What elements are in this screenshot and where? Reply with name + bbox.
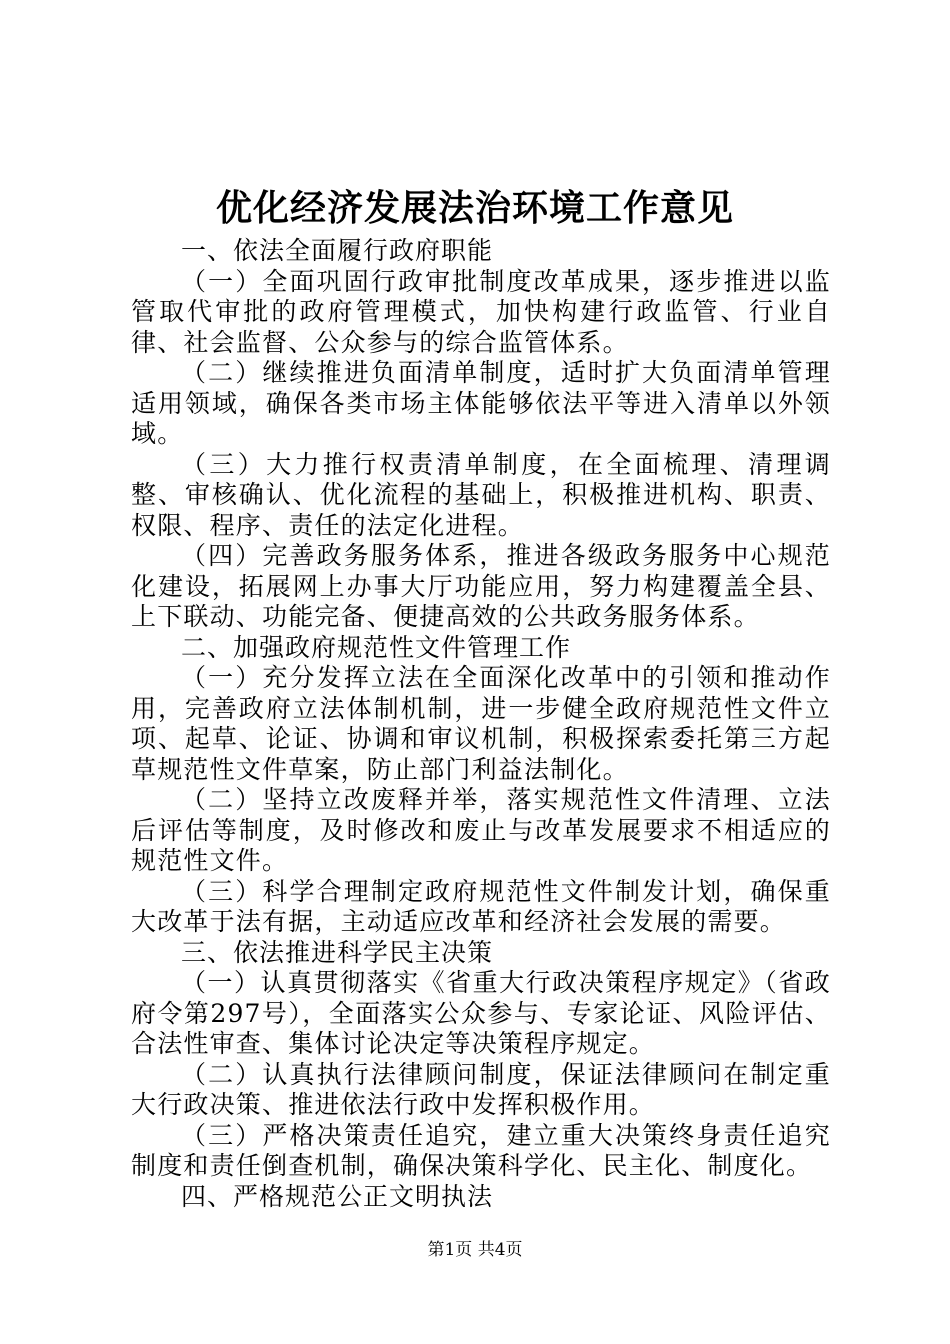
paragraph: （二）认真执行法律顾问制度，保证法律顾问在制定重大行政决策、推进依法行政中发挥积极作用。 [131,1059,831,1119]
paragraph: （二）继续推进负面清单制度，适时扩大负面清单管理适用领域，确保各类市场主体能够依法平等进入清单以外领域。 [131,358,831,448]
section-heading-4: 四、严格规范公正文明执法 [181,1181,494,1211]
paragraph: （三）科学合理制定政府规范性文件制发计划，确保重大改革于法有据，主动适应改革和经济社会发展的需要。 [131,876,831,936]
paragraph: （三）大力推行权责清单制度，在全面梳理、清理调整、审核确认、优化流程的基础上，积极推进机构、职责、权限、程序、责任的法定化进程。 [131,449,831,540]
section-heading-3: 三、依法推进科学民主决策 [181,937,494,967]
document-title: 优化经济发展法治环境工作意见 [215,187,734,229]
paragraph: （三）严格决策责任追究，建立重大决策终身责任追究制度和责任倒查机制，确保决策科学化、民主化、制度化。 [131,1120,831,1180]
section-heading-1: 一、依法全面履行政府职能 [181,236,494,265]
document-body [131,236,831,1212]
paragraph: （一）全面巩固行政审批制度改革成果，逐步推进以监管取代审批的政府管理模式，加快构建行政监管、行业自律、社会监督、公众参与的综合监管体系。 [131,266,831,357]
page-footer: 第1页 共4页 [427,1240,523,1260]
paragraph: （一）认真贯彻落实《省重大行政决策程序规定》（省政府令第297号），全面落实公众参与、专家论证、风险评估、合法性审查、集体讨论决定等决策程序规定。 [131,968,831,1058]
section-heading-2: 二、加强政府规范性文件管理工作 [181,632,572,662]
paragraph: （一）充分发挥立法在全面深化改革中的引领和推动作用，完善政府立法体制机制，进一步健全政府规范性文件立项、起草、论证、协调和审议机制，积极探索委托第三方起草规范性文件草案，防止部门利益法制化。 [131,663,831,784]
paragraph: （四）完善政务服务体系，推进各级政务服务中心规范化建设，拓展网上办事大厅功能应用，努力构建覆盖全县、上下联动、功能完备、便捷高效的公共政务服务体系。 [131,541,831,631]
paragraph: （二）坚持立改废释并举，落实规范性文件清理、立法后评估等制度，及时修改和废止与改革发展要求不相适应的规范性文件。 [131,785,831,875]
